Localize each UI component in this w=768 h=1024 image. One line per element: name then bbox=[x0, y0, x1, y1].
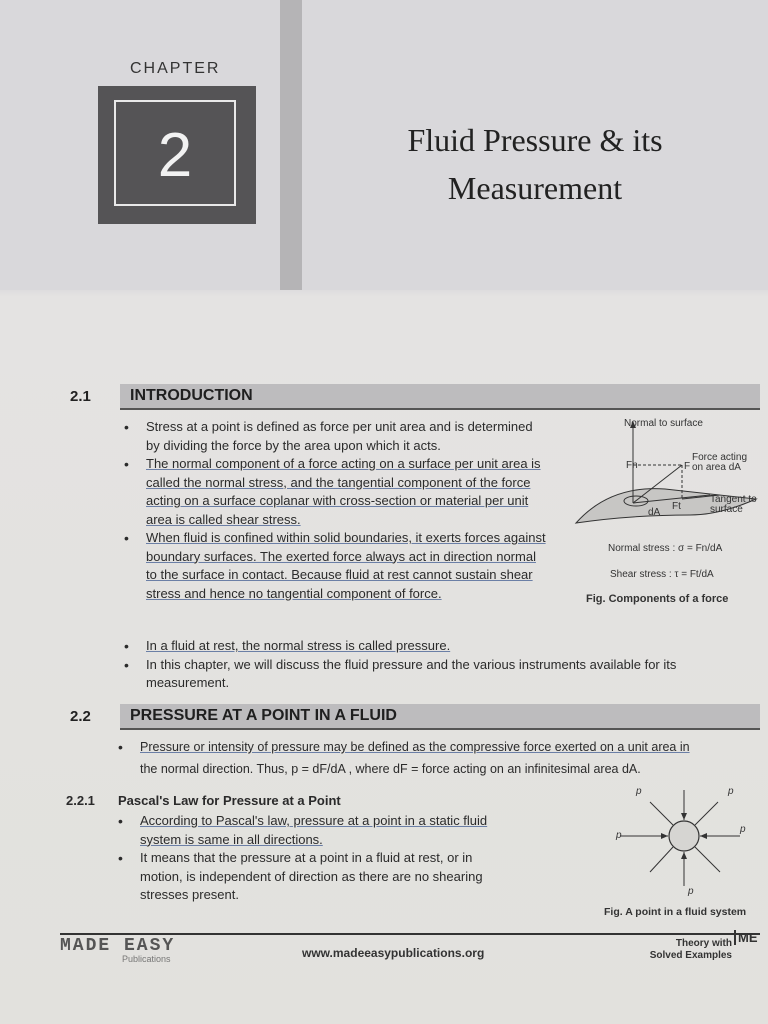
pascal-bullets bbox=[114, 812, 514, 905]
subsection-title: Pascal's Law for Pressure at a Point bbox=[118, 793, 341, 808]
list-item: • In a fluid at rest, the normal stress is called pressure. bbox=[120, 637, 760, 656]
section-number: 2.1 bbox=[70, 388, 91, 405]
series-line1: Theory with bbox=[675, 938, 732, 949]
ft-label: Ft bbox=[672, 501, 681, 512]
section-bar bbox=[120, 704, 760, 730]
chapter-label: CHAPTER bbox=[130, 60, 221, 77]
chapter-number-box bbox=[98, 86, 256, 224]
pressure-formula-line: the normal direction. Thus, p = dF/dA , where dF = force acting on an infinitesimal area dA. bbox=[140, 762, 641, 776]
chapter-title-line1: Fluid Pressure & its bbox=[407, 122, 663, 158]
list-item: • It means that the pressure at a point in a fluid at rest, or in motion, is independent of direction as there are no shearing stresses present. bbox=[114, 849, 514, 905]
p-label: p bbox=[728, 786, 734, 797]
normal-stress-formula: Normal stress : σ = Fn/dA bbox=[608, 543, 723, 554]
list-item: • Stress at a point is defined as force per unit area and is determined by dividing the force by the area upon which it acts. bbox=[120, 418, 546, 455]
brand-logo: MADE EASY bbox=[60, 936, 176, 956]
p-label: p bbox=[616, 830, 622, 841]
force-components-diagram bbox=[570, 415, 760, 540]
chapter-title bbox=[340, 116, 730, 212]
subsection-number: 2.2.1 bbox=[66, 793, 95, 808]
branch-tag: ME bbox=[734, 930, 758, 945]
figure-force-components bbox=[570, 415, 760, 610]
figure-caption: Fig. A point in a fluid system bbox=[604, 906, 747, 918]
section-bar bbox=[120, 384, 760, 410]
shear-stress-formula: Shear stress : τ = Ft/dA bbox=[610, 569, 714, 580]
brand-subtitle: Publications bbox=[122, 954, 171, 964]
series-line2: Solved Examples bbox=[649, 950, 732, 961]
p-label: p bbox=[740, 824, 746, 835]
list-item: • The normal component of a force acting on a surface per unit area is called the normal stress, and the tangential component of the force acting on a surface coplanar with cross-section or material per unit area is called shear stress. bbox=[120, 455, 546, 529]
figure-caption: Fig. Components of a force bbox=[586, 593, 729, 605]
p-label: p bbox=[688, 886, 694, 897]
footer-rule bbox=[60, 933, 760, 935]
force-label: Force acting on area dA bbox=[692, 452, 748, 473]
section-title: PRESSURE AT A POINT IN A FLUID bbox=[130, 707, 397, 724]
p-label: p bbox=[636, 786, 642, 797]
section-title: INTRODUCTION bbox=[130, 387, 253, 404]
list-item: • In this chapter, we will discuss the fluid pressure and the various instruments available for its measurement. bbox=[120, 656, 760, 693]
figure-point-in-fluid bbox=[600, 782, 760, 922]
series-label bbox=[632, 938, 732, 962]
chapter-title-line2: Measurement bbox=[447, 170, 623, 206]
section-number: 2.2 bbox=[70, 708, 91, 725]
pressure-bullets bbox=[114, 738, 760, 757]
list-item: • According to Pascal's law, pressure at a point in a static fluid system is same in all directions. bbox=[114, 812, 514, 849]
list-item: • When fluid is confined within solid boundaries, it exerts forces against boundary surfaces. The exerted force always act in direction normal to the surface in contact. Because fluid at rest cannot sustain shear stress and hence no tangential component of force. bbox=[120, 529, 546, 603]
normal-label: Normal to surface bbox=[624, 418, 703, 429]
section-heading-pressure bbox=[0, 704, 768, 732]
chapter-number-frame bbox=[114, 100, 236, 206]
f-label: F bbox=[684, 461, 691, 472]
intro-bullets-full bbox=[120, 637, 760, 693]
fn-label: Fn bbox=[626, 460, 638, 471]
tangent-label: Tangent to surface bbox=[710, 494, 757, 515]
intro-bullets-left bbox=[120, 418, 546, 603]
list-item: • Pressure or intensity of pressure may be defined as the compressive force exerted on a unit area in bbox=[114, 738, 760, 757]
header-divider bbox=[280, 0, 302, 290]
publisher-url: www.madeeasypublications.org bbox=[302, 946, 485, 960]
section-heading-intro bbox=[0, 384, 768, 412]
da-label: dA bbox=[648, 507, 661, 518]
point-pressure-diagram bbox=[600, 782, 760, 902]
chapter-number: 2 bbox=[157, 121, 193, 190]
